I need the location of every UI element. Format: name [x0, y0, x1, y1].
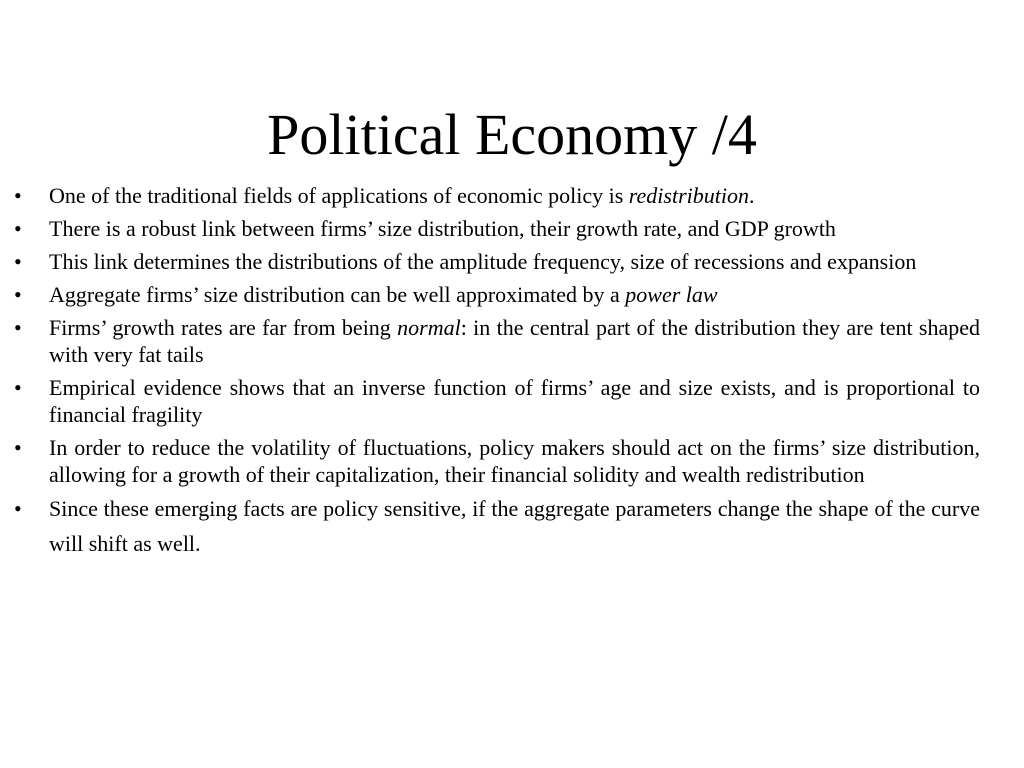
bullet-item	[14, 248, 980, 275]
bullet-item	[14, 281, 980, 308]
bullet-text-emphasis: normal	[397, 315, 461, 340]
bullet-text	[49, 282, 718, 307]
bullet-dot-icon: •	[14, 315, 22, 340]
bullet-dot-icon: •	[14, 282, 22, 307]
bullet-dot-icon: •	[14, 249, 22, 274]
bullet-text-segment: Empirical evidence shows that an inverse function of firms’ age and size exists, and is proportional to financial fragility	[49, 375, 980, 427]
bullet-text-segment: Firms’ growth rates are far from being	[49, 315, 398, 340]
bullet-item	[14, 215, 980, 242]
bullet-list	[14, 182, 980, 567]
bullet-dot-icon: •	[14, 216, 22, 241]
bullet-item	[14, 491, 980, 561]
bullet-text-segment: : in the central part of the distribution they are tent shaped with very fat tails	[49, 315, 980, 367]
bullet-text-segment: This link determines the distributions of the amplitude frequency, size of recessions and expansion	[49, 249, 917, 274]
bullet-text	[49, 375, 980, 427]
bullet-dot-icon: •	[14, 183, 22, 208]
bullet-text-segment: .	[749, 183, 755, 208]
bullet-text	[49, 496, 980, 556]
bullet-item	[14, 434, 980, 488]
bullet-text-segment: Since these emerging facts are policy sensitive, if the aggregate parameters change the shape of the curve will shift as well.	[49, 496, 980, 556]
bullet-text-segment: There is a robust link between firms’ size distribution, their growth rate, and GDP growth	[49, 216, 836, 241]
bullet-text	[49, 183, 755, 208]
bullet-item	[14, 374, 980, 428]
bullet-item	[14, 182, 980, 209]
bullet-text-segment: Aggregate firms’ size distribution can be well approximated by a	[49, 282, 626, 307]
bullet-text-emphasis: power law	[625, 282, 718, 307]
bullet-text-segment: In order to reduce the volatility of fluctuations, policy makers should act on the firms’ size distribution, allowing for a growth of their capitalization, their financial solidity and wealth redistribution	[49, 435, 980, 487]
bullet-text	[49, 249, 916, 274]
bullet-text	[49, 315, 980, 367]
bullet-text	[49, 216, 836, 241]
bullet-dot-icon: •	[14, 375, 22, 400]
bullet-text-emphasis: redistribution	[628, 183, 749, 208]
bullet-item	[14, 314, 980, 368]
bullet-text	[49, 435, 980, 487]
bullet-text-segment: One of the traditional fields of applications of economic policy is	[49, 183, 629, 208]
bullet-dot-icon: •	[14, 435, 22, 460]
slide-title: Political Economy /4	[267, 102, 757, 167]
bullet-dot-icon: •	[14, 496, 22, 521]
